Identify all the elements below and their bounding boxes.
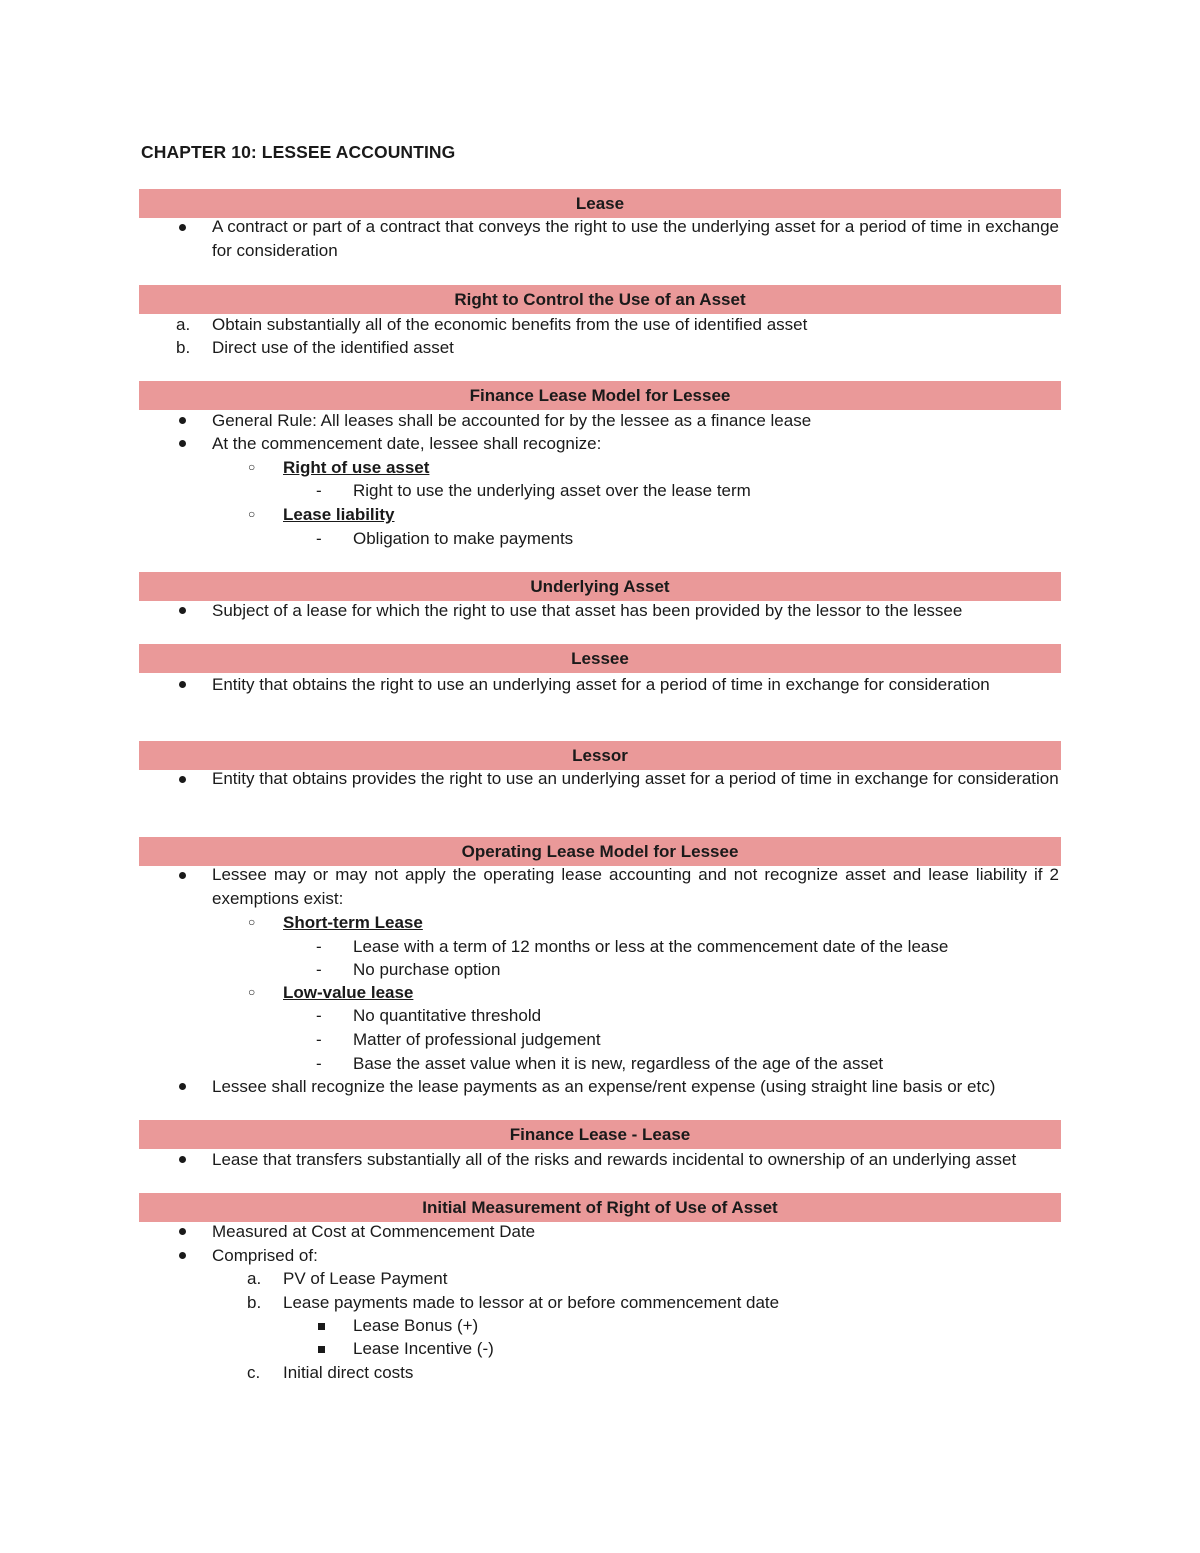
detail-item: Obligation to make payments — [353, 529, 574, 548]
lessor-definition: Entity that obtains provides the right to use an underlying asset for a period of time in exchange for consideration — [212, 769, 1059, 788]
list-item: At the commencement date, lessee shall recognize: — [212, 434, 602, 453]
bullet-icon — [179, 1083, 186, 1090]
bullet-icon — [179, 872, 186, 879]
section-header-right-to-control: Right to Control the Use of an Asset — [139, 285, 1061, 314]
bullet-icon — [179, 1228, 186, 1235]
square-bullet-icon — [318, 1346, 325, 1353]
list-item: PV of Lease Payment — [283, 1269, 448, 1288]
dash-icon: - — [316, 1054, 322, 1073]
list-item: Lease that transfers substantially all of the risks and rewards incidental to ownership of an underlying asset — [212, 1150, 1017, 1169]
dash-icon: - — [316, 960, 322, 979]
list-item: Entity that obtains the right to use an underlying asset for a period of time in exchange for consideration — [212, 675, 990, 694]
detail-item: No purchase option — [353, 960, 501, 979]
bullet-icon — [179, 417, 186, 424]
sub-item-right-of-use-asset: Right of use asset — [283, 458, 430, 477]
list-item: Direct use of the identified asset — [212, 338, 454, 357]
sub-item-low-value-lease: Low-value lease — [283, 983, 414, 1002]
hollow-circle-icon: ○ — [248, 460, 256, 474]
bullet-icon — [179, 776, 186, 783]
dash-icon: - — [316, 1006, 322, 1025]
section-header-operating-lease-model: Operating Lease Model for Lessee — [139, 837, 1061, 866]
sub-item-lease-liability: Lease liability — [283, 505, 395, 524]
hollow-circle-icon: ○ — [248, 985, 256, 999]
detail-item: Base the asset value when it is new, regardless of the age of the asset — [353, 1054, 884, 1073]
hollow-circle-icon: ○ — [248, 915, 256, 929]
list-item: Lease payments made to lessor at or before commencement date — [283, 1293, 780, 1312]
list-item: Obtain substantially all of the economic benefits from the use of identified asset — [212, 315, 808, 334]
section-header-finance-lease-model: Finance Lease Model for Lessee — [139, 381, 1061, 410]
list-marker: a. — [176, 315, 191, 334]
list-item: General Rule: All leases shall be accounted for by the lessee as a finance lease — [212, 411, 812, 430]
lease-definition: A contract or part of a contract that conveys the right to use the underlying asset for a period of time in exchange for consideration — [212, 217, 1059, 260]
section-header-underlying-asset: Underlying Asset — [139, 572, 1061, 601]
bullet-icon — [179, 1252, 186, 1259]
bullet-icon — [179, 440, 186, 447]
detail-item: No quantitative threshold — [353, 1006, 542, 1025]
dash-icon: - — [316, 937, 322, 956]
bullet-icon — [179, 1156, 186, 1163]
list-item: Measured at Cost at Commencement Date — [212, 1222, 536, 1241]
list-marker: b. — [176, 338, 191, 357]
list-item: Lease Bonus (+) — [353, 1316, 479, 1335]
dash-icon: - — [316, 481, 322, 500]
list-item: Initial direct costs — [283, 1363, 414, 1382]
list-item: Subject of a lease for which the right to use that asset has been provided by the lessor to the lessee — [212, 601, 963, 620]
detail-item: Right to use the underlying asset over the lease term — [353, 481, 751, 500]
section-header-initial-measurement: Initial Measurement of Right of Use of Asset — [139, 1193, 1061, 1222]
section-header-lease: Lease — [139, 189, 1061, 218]
bullet-icon — [179, 607, 186, 614]
detail-item: Matter of professional judgement — [353, 1030, 601, 1049]
bullet-icon — [179, 681, 186, 688]
sub-item-short-term-lease: Short-term Lease — [283, 913, 423, 932]
detail-item: Lease with a term of 12 months or less at the commencement date of the lease — [353, 937, 949, 956]
list-item: Comprised of: — [212, 1246, 318, 1265]
chapter-title: CHAPTER 10: LESSEE ACCOUNTING — [141, 142, 456, 162]
operating-lease-exemptions: Lessee may or may not apply the operating lease accounting and not recognize asset and lease liability if 2 exemptions exist: — [212, 865, 1059, 908]
section-header-lessee: Lessee — [139, 644, 1061, 673]
dash-icon: - — [316, 1030, 322, 1049]
list-marker: b. — [247, 1293, 262, 1312]
list-item: Lease Incentive (-) — [353, 1339, 494, 1358]
list-marker: c. — [247, 1363, 261, 1382]
section-header-lessor: Lessor — [139, 741, 1061, 770]
dash-icon: - — [316, 529, 322, 548]
list-item: Lessee shall recognize the lease payments as an expense/rent expense (using straight line basis or etc) — [212, 1077, 996, 1096]
section-header-finance-lease-lease: Finance Lease - Lease — [139, 1120, 1061, 1149]
hollow-circle-icon: ○ — [248, 507, 256, 521]
square-bullet-icon — [318, 1323, 325, 1330]
bullet-icon — [179, 224, 186, 231]
list-marker: a. — [247, 1269, 262, 1288]
